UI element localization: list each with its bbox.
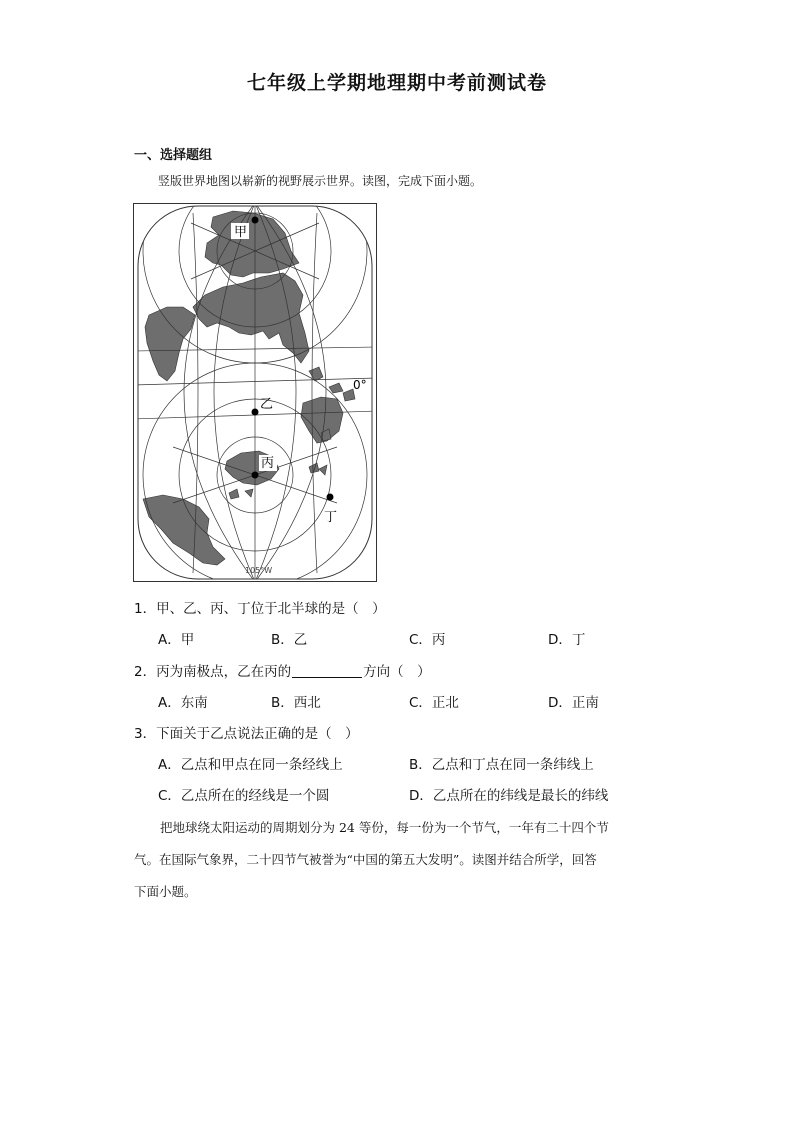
question-1-stem: 1．甲、乙、丙、丁位于北半球的是（ ） [134,601,386,617]
point-bing-marker [252,472,259,479]
label-ding: 丁 [324,510,338,525]
question-2-stem [134,660,431,680]
answer-blank [292,664,362,678]
question-1-option-b[interactable]: B．乙 [271,632,308,648]
solar-terms-passage [134,812,662,908]
passage-line-2: 气。在国际气象界，二十四节气被誉为“中国的第五大发明”。读图并结合所学，回答 [134,852,597,867]
question-2-option-d[interactable]: D．正南 [548,695,599,711]
question-3-option-d[interactable]: D．乙点所在的纬线是最长的纬线 [409,788,609,804]
question-1-option-d[interactable]: D．丁 [548,632,586,648]
label-equator: 0° [353,378,367,392]
point-ding-marker [327,494,334,501]
question-1-option-c[interactable]: C．丙 [409,632,446,648]
passage-line-1: 把地球绕太阳运动的周期划分为 24 等份，每一份为一个节气，一年有二十四个节 [160,820,609,835]
section-heading: 一、选择题组 [134,148,213,163]
page-title: 七年级上学期地理期中考前测试卷 [246,72,547,94]
question-2-option-c[interactable]: C．正北 [409,695,459,711]
point-yi-marker [252,409,259,416]
question-3-option-a[interactable]: A．乙点和甲点在同一条经线上 [158,757,343,773]
question-2-option-b[interactable]: B．西北 [271,695,321,711]
question-3-option-c[interactable]: C．乙点所在的经线是一个圆 [158,788,330,804]
question-2-stem-before: 2．丙为南极点，乙在丙的 [134,664,292,680]
question-2-option-a[interactable]: A．东南 [158,695,208,711]
label-meridian-105w: 105°W [245,566,273,575]
passage-line-3: 下面小题。 [134,884,197,899]
question-intro: 竖版世界地图以崭新的视野展示世界。读图，完成下面小题。 [158,174,483,188]
label-yi: 乙 [260,397,274,412]
question-1-option-a[interactable]: A．甲 [158,632,195,648]
point-jia-marker [252,217,259,224]
question-3-option-b[interactable]: B．乙点和丁点在同一条纬线上 [409,757,594,773]
label-bing: 丙 [261,456,275,471]
question-2-stem-after: 方向（ ） [363,664,431,680]
question-3-stem: 3．下面关于乙点说法正确的是（ ） [134,726,359,742]
label-jia: 甲 [234,225,248,240]
world-map-figure [133,203,377,582]
